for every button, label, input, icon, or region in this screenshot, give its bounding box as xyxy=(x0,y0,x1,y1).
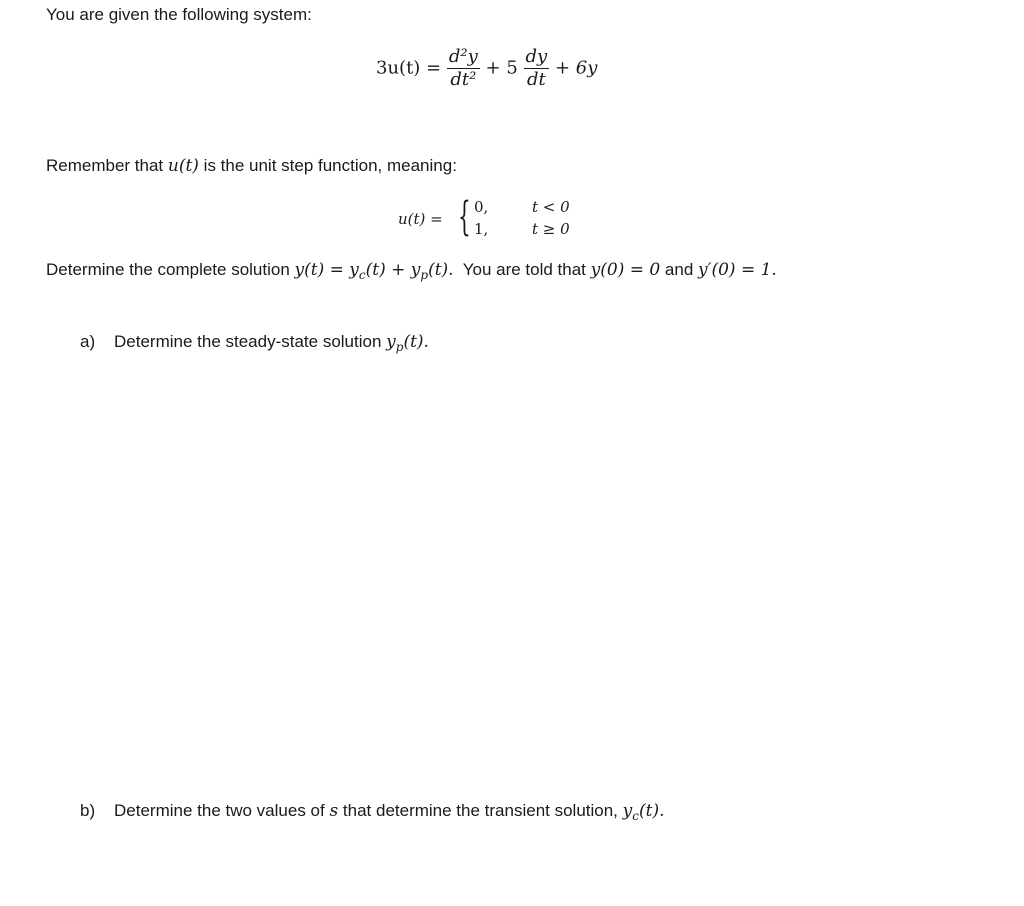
part-b-text: Determine the two values of xyxy=(114,801,330,820)
intro-text: You are given the following system: xyxy=(46,5,312,24)
fraction-numerator: dy xyxy=(525,46,548,67)
part-a-label: a) xyxy=(80,332,96,351)
case2-value: 1, xyxy=(474,220,489,238)
part-b-s: s xyxy=(329,801,339,821)
first-derivative-fraction xyxy=(524,46,550,91)
piecewise-lhs: u(t) = xyxy=(398,210,443,228)
fraction-denominator: dt xyxy=(524,68,550,91)
case1-condition: t < 0 xyxy=(532,198,570,216)
part-b-var xyxy=(623,801,665,821)
part-a-var xyxy=(386,332,429,352)
piecewise-definition xyxy=(398,192,598,244)
equation-plus5: + 5 xyxy=(485,57,518,79)
piecewise-brace: { xyxy=(458,192,471,240)
var-end: (t). xyxy=(638,801,665,821)
remember-prefix: Remember that xyxy=(46,156,168,175)
expr-sub-p: p xyxy=(420,268,429,282)
expr-part: (t) + y xyxy=(365,260,421,280)
expr-sub-c: c xyxy=(358,268,366,282)
part-b xyxy=(80,801,664,823)
expr-part: y(t) = y xyxy=(294,260,359,280)
part-b-label: b) xyxy=(80,801,96,820)
and-text: and xyxy=(660,260,699,279)
remember-text xyxy=(46,156,457,176)
determine-prefix: Determine the complete solution xyxy=(46,260,295,279)
determine-text xyxy=(46,260,777,282)
fraction-numerator: d²y xyxy=(448,46,478,67)
initial-condition-1: y(0) = 0 xyxy=(590,260,661,280)
var-end: (t). xyxy=(403,332,429,352)
fraction-denominator: dt² xyxy=(447,68,480,91)
solution-expression xyxy=(295,260,454,280)
equation-lhs: 3u(t) = xyxy=(376,57,442,79)
second-derivative-fraction xyxy=(447,46,480,91)
var-y: y xyxy=(622,801,633,821)
case2-condition: t ≥ 0 xyxy=(532,220,570,238)
remember-var: u(t) xyxy=(167,156,199,176)
expr-part: (t). xyxy=(428,260,454,280)
initial-condition-2: y′(0) = 1. xyxy=(698,260,777,280)
var-y: y xyxy=(386,332,396,352)
part-a-text: Determine the steady-state solution xyxy=(114,332,387,351)
system-equation xyxy=(376,46,597,91)
part-a xyxy=(80,332,429,354)
equation-tail: + 6y xyxy=(554,57,598,79)
var-sub: p xyxy=(395,340,404,354)
remember-suffix: is the unit step function, meaning: xyxy=(198,156,457,175)
var-sub: c xyxy=(632,809,639,823)
case1-value: 0, xyxy=(474,198,489,216)
told-text: You are told that xyxy=(453,260,591,279)
part-b-text2: that determine the transient solution, xyxy=(338,801,623,820)
